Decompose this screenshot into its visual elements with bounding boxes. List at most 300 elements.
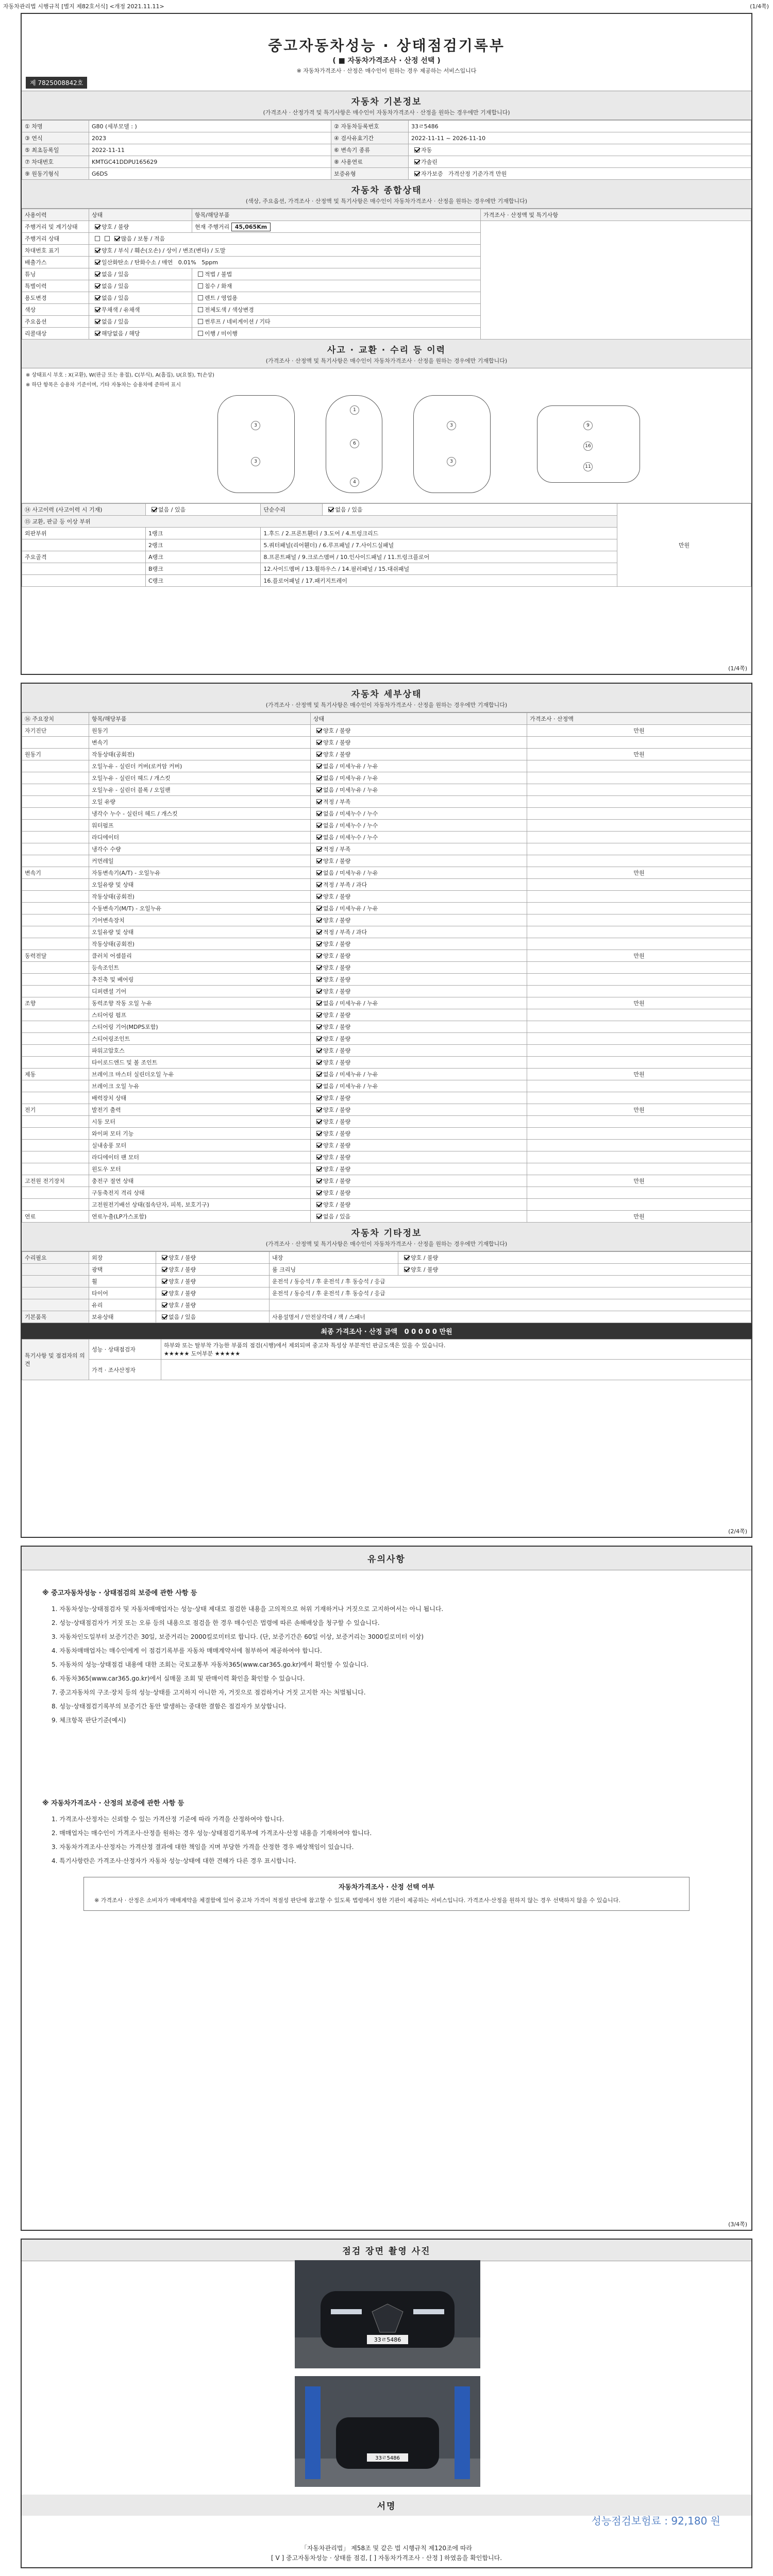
table-row: B랭크 12.사이드멤버 / 13.휠하우스 / 14.필러패널 / 15.대쉬패널 bbox=[22, 563, 751, 575]
item-label: 냉각수 수량 bbox=[89, 843, 311, 855]
price-cell bbox=[527, 1080, 751, 1092]
item-label: 동력조향 작동 오일 누유 bbox=[89, 997, 311, 1009]
item-label: 발전기 출력 bbox=[89, 1104, 311, 1116]
device-group: 변속기 bbox=[22, 867, 89, 879]
item-label: 오일누유 - 실린더 커버(로커암 커버) bbox=[89, 760, 311, 772]
checkbox-checked[interactable] bbox=[316, 858, 322, 863]
checkbox-checked[interactable] bbox=[316, 1048, 322, 1053]
accident-table: ⑭ 사고이력 (사고이력 시 기재) 없음 / 있음 단순수리 없음 / 있음 만원 ⑮ 교환, 판금 등 이상 부위 외판부위 1랭크 1.후드 / 2.프론트휀더 / 3.도어 / 4.트렁크리드 2랭크 5.쿼터패널(리어휀더) / 6.루프패널 / 7.사이드실패널 주요골격 A랭크 8.프론트패널 / 9.크로스멤버 / 10.인사이드패널 / 11.트렁크플로어 B랭크 12.사이드멤버 / 13.휠하우스 / 14.필러패널 / 15.대쉬패널 C랭크 16.플로어패널 / 17.패키지트레이 bbox=[22, 503, 751, 587]
checkbox-checked[interactable] bbox=[316, 1155, 322, 1160]
price-cell bbox=[527, 1163, 751, 1175]
price-cell bbox=[527, 938, 751, 950]
overview-table: 사용이력 상태 항목/해당부품 가격조사 · 산정액 및 특기사항 주행거리 및 계기상태 양호 / 불량 현재 주행거리 45,065Km 주행거리 상태 많음 / 보통 / 적음 차대번호 표기 양호 / 부식 / 훼손(오손) / 상이 / 변조(변타) / 도말 배출가스 일산화탄소 / 탄화수소 / 매연 0.01% 5ppm 튜닝 없음 / 있음 적법 / 불법 특별이력 없음 / 있음 침수 / 화재 용도변경 없음 / 있음 렌트 / 영업용 색상 무채색 / 유채색 전체도색 / 색상변경 주요옵션 없음 / 있음 썬루프 / 네비게이션 / 기타 리콜대상 해당없음 / 해당 이행 / 미이행 bbox=[22, 209, 751, 340]
checkbox-checked[interactable] bbox=[414, 159, 419, 164]
table-row: 주행거리 상태 많음 / 보통 / 적음 bbox=[22, 233, 751, 245]
price-cell: 만원 bbox=[527, 1104, 751, 1116]
item-label: 브레이크 마스터 실린더오일 누유 bbox=[89, 1069, 311, 1080]
notice-title: 유의사항 bbox=[22, 1547, 751, 1570]
device-group bbox=[22, 1128, 89, 1140]
checkbox-checked[interactable] bbox=[316, 1001, 322, 1006]
device-group bbox=[22, 1045, 89, 1057]
notice-item: 1. 자동차성능·상태점검자 및 자동차매매업자는 성능·상태 제대로 점검한 내용을 고의적으로 허위 기재하거나 거짓으로 고지하여서는 아니 됩니다. bbox=[52, 1605, 444, 1613]
table-row: 냉각수 누수 - 실린더 헤드 / 개스킷 없음 / 미세누수 / 누수 bbox=[22, 808, 751, 820]
device-group: 원동기 bbox=[22, 749, 89, 760]
basic-info-table bbox=[22, 120, 751, 180]
price-cell bbox=[527, 962, 751, 974]
part-number: 3 bbox=[251, 457, 260, 466]
table-row: 오일누유 - 실린더 헤드 / 개스킷 없음 / 미세누유 / 누유 bbox=[22, 772, 751, 784]
checkbox-checked[interactable] bbox=[316, 835, 322, 840]
price-cell bbox=[527, 855, 751, 867]
table-row: 주행거리 및 계기상태 양호 / 불량 현재 주행거리 45,065Km bbox=[22, 221, 751, 233]
checkbox-checked[interactable] bbox=[316, 787, 322, 792]
device-group bbox=[22, 1021, 89, 1033]
table-row: 변속기 자동변속기(A/T) - 오일누유 없음 / 미세누유 / 누유 만원 bbox=[22, 867, 751, 879]
car-outline-right bbox=[413, 395, 491, 493]
notice-item: 1. 가격조사·산정자는 신뢰할 수 있는 가격산정 기준에 따라 가격을 산정하여야 합니다. bbox=[52, 1815, 284, 1823]
item-label: 자동변속기(A/T) - 오일누유 bbox=[89, 867, 311, 879]
other-sub: (가격조사 · 산정액 및 특기사항은 매수인이 자동차가격조사 · 산정을 원하는 경우에만 기재합니다) bbox=[22, 1240, 751, 1251]
car-rear-photo bbox=[295, 2376, 480, 2487]
device-group: 동력전달 bbox=[22, 950, 89, 962]
notice-item: 7. 중고자동차의 구조·장치 등의 성능·상태를 고지하지 아니한 자, 거짓으로 점검하거나 거짓 고지한 자는 처벌됩니다. bbox=[52, 1688, 366, 1696]
price-cell bbox=[527, 926, 751, 938]
price-cell: 만원 bbox=[527, 749, 751, 760]
item-label: 충전구 절연 상태 bbox=[89, 1175, 311, 1187]
notice-item: 3. 자동차인도일부터 보증기간은 30일, 보증거리는 2000킬로미터로 합니다. (단, 보증기간은 60일 이상, 보증거리는 3000킬로미터 이상) bbox=[52, 1633, 424, 1640]
price-option-box bbox=[83, 1877, 690, 1911]
detail-title: 자동차 세부상태 bbox=[22, 684, 751, 701]
device-group bbox=[22, 1187, 89, 1199]
page-4 bbox=[21, 2239, 752, 2568]
item-label: 구동축전지 격리 상태 bbox=[89, 1187, 311, 1199]
checkbox-checked[interactable] bbox=[316, 811, 322, 816]
item-label: 작동상태(공회전) bbox=[89, 749, 311, 760]
item-label: 스티어링 기어(MDPS포함) bbox=[89, 1021, 311, 1033]
device-group bbox=[22, 820, 89, 832]
notice-item: 6. 자동차365(www.car365.go.kr)에서 실매물 조회 및 판매이력 확인을 확인할 수 있습니다. bbox=[52, 1674, 305, 1682]
car-outline-left bbox=[217, 395, 295, 493]
price-cell bbox=[527, 974, 751, 986]
table-row: 고전원 전기장치 충전구 절연 상태 양호 / 불량 만원 bbox=[22, 1175, 751, 1187]
remarks-rating: ★★★★★ 도어부분 ★★★★★ bbox=[164, 1350, 241, 1357]
checkbox-checked[interactable] bbox=[316, 906, 322, 911]
value-transmission: 자동 bbox=[409, 144, 751, 156]
checkbox-checked[interactable] bbox=[316, 1131, 322, 1136]
price-cell bbox=[527, 879, 751, 891]
label-plate: ② 자동차등록번호 bbox=[331, 121, 409, 132]
checkbox-checked[interactable] bbox=[316, 1190, 322, 1195]
table-row: 등속조인트 양호 / 불량 bbox=[22, 962, 751, 974]
accident-legend-2: ※ 하단 항목은 승용차 기준이며, 기타 자동차는 승용차에 준하여 표시 bbox=[26, 382, 181, 388]
price-cell bbox=[527, 760, 751, 772]
checkbox-checked[interactable] bbox=[316, 1143, 322, 1148]
item-label: 작동상태(공회전) bbox=[89, 891, 311, 903]
table-row: 디퍼렌셜 기어 양호 / 불량 bbox=[22, 986, 751, 997]
price-cell bbox=[527, 914, 751, 926]
price-cell bbox=[527, 1033, 751, 1045]
device-group: 연료 bbox=[22, 1211, 89, 1223]
device-group bbox=[22, 1163, 89, 1175]
checkbox-checked[interactable] bbox=[316, 894, 322, 899]
checkbox-checked[interactable] bbox=[316, 1024, 322, 1029]
device-group bbox=[22, 1009, 89, 1021]
checkbox-checked[interactable] bbox=[316, 740, 322, 745]
value-engine: G6DS bbox=[89, 168, 331, 180]
table-row: 2랭크 5.쿼터패널(리어휀더) / 6.루프패널 / 7.사이드실패널 bbox=[22, 539, 751, 551]
table-row: 휠 양호 / 불량 운전석 / 동승석 / 후 운전석 / 후 동승석 / 응급 bbox=[22, 1276, 751, 1287]
price-cell bbox=[527, 1140, 751, 1151]
device-group bbox=[22, 1199, 89, 1211]
table-row: 전기 발전기 출력 양호 / 불량 만원 bbox=[22, 1104, 751, 1116]
document-title: 중고자동차성능 · 상태점검기록부 bbox=[268, 37, 505, 54]
table-row: 제동 브레이크 마스터 실린더오일 누유 없음 / 미세누유 / 누유 만원 bbox=[22, 1069, 751, 1080]
device-group bbox=[22, 1080, 89, 1092]
detail-sub: (가격조사 · 산정액 및 특기사항은 매수인이 자동차가격조사 · 산정을 원하는 경우에만 기재합니다) bbox=[22, 701, 751, 713]
table-row: 냉각수 수량 적정 / 부족 bbox=[22, 843, 751, 855]
item-label: 배력장치 상태 bbox=[89, 1092, 311, 1104]
car-front-photo bbox=[295, 2260, 480, 2368]
table-row: 추진축 및 베어링 양호 / 불량 bbox=[22, 974, 751, 986]
part-number: 3 bbox=[447, 421, 456, 430]
device-group: 고전원 전기장치 bbox=[22, 1175, 89, 1187]
table-row: 변속기 양호 / 불량 bbox=[22, 737, 751, 749]
checkbox-checked[interactable] bbox=[316, 929, 322, 935]
checkbox-checked[interactable] bbox=[316, 823, 322, 828]
accident-title: 사고 · 교환 · 수리 등 이력 bbox=[22, 340, 751, 357]
table-row: 작동상태(공회전) 양호 / 불량 bbox=[22, 938, 751, 950]
table-row: 조향 동력조향 작동 오일 누유 없음 / 미세누유 / 누유 만원 bbox=[22, 997, 751, 1009]
part-number: 4 bbox=[350, 478, 359, 487]
device-group bbox=[22, 737, 89, 749]
table-row: 동력전달 클러치 어셈블리 양호 / 불량 만원 bbox=[22, 950, 751, 962]
checkbox-checked[interactable] bbox=[316, 1202, 322, 1207]
item-label: 실내송풍 모터 bbox=[89, 1140, 311, 1151]
table-row: 라디에이터 없음 / 미세누수 / 누수 bbox=[22, 832, 751, 843]
item-label: 수동변속기(M/T) - 오일누유 bbox=[89, 903, 311, 914]
odometer-value: 45,065Km bbox=[231, 223, 271, 231]
device-group bbox=[22, 903, 89, 914]
table-row: 특별이력 없음 / 있음 침수 / 화재 bbox=[22, 280, 751, 292]
notice-item: 2. 성능·상태점검자가 거짓 또는 오류 등의 내용으로 점검을 한 경우 매수인은 법령에 따른 손해배상을 청구할 수 있습니다. bbox=[52, 1619, 380, 1626]
device-group bbox=[22, 1116, 89, 1128]
item-label: 워터펌프 bbox=[89, 820, 311, 832]
part-number: 3 bbox=[447, 457, 456, 466]
value-year: 2023 bbox=[89, 132, 331, 144]
checkbox-checked[interactable] bbox=[316, 1083, 322, 1089]
device-group: 제동 bbox=[22, 1069, 89, 1080]
inspection-photo-rear bbox=[295, 2376, 480, 2487]
record-number: 제 7825008842호 bbox=[26, 77, 87, 89]
table-row: 오일 유량 적정 / 부족 bbox=[22, 796, 751, 808]
item-label: 브레이크 오일 누유 bbox=[89, 1080, 311, 1092]
notice-item: 9. 체크항목 판단기준(예시) bbox=[52, 1716, 126, 1724]
notice-item: 4. 특기사항란은 가격조사·산정자가 자동차 성능·상태에 대한 견해가 다른 경우 표시합니다. bbox=[52, 1857, 296, 1865]
checkbox-checked[interactable] bbox=[316, 1072, 322, 1077]
table-row: 배출가스 일산화탄소 / 탄화수소 / 매연 0.01% 5ppm bbox=[22, 257, 751, 268]
document-header bbox=[22, 14, 751, 91]
overview-title: 자동차 종합상태 bbox=[22, 180, 751, 197]
notice-item: 4. 자동차매매업자는 매수인에게 이 점검기록부를 자동차 매매계약서에 첨부하여 제공하여야 합니다. bbox=[52, 1647, 322, 1654]
price-cell: 만원 bbox=[527, 1175, 751, 1187]
item-label: 기어변속장치 bbox=[89, 914, 311, 926]
document-note: ※ 자동차가격조사 · 산정은 매수인이 원하는 경우 제공하는 서비스입니다 bbox=[296, 67, 477, 74]
item-label: 라디에이터 bbox=[89, 832, 311, 843]
label-inspection: ④ 검사유효기간 bbox=[331, 132, 409, 144]
car-damage-diagram bbox=[22, 390, 751, 503]
value-model: G80 (세부모델 : ) bbox=[89, 121, 331, 132]
item-label: 추진축 및 베어링 bbox=[89, 974, 311, 986]
price-cell bbox=[527, 1092, 751, 1104]
item-label: 오일누유 - 실린더 블록 / 오일팬 bbox=[89, 784, 311, 796]
checkbox-checked[interactable] bbox=[316, 1095, 322, 1100]
form-reference: 자동차관리법 시행규칙 [별지 제82호서식] <개정 2021.11.11> bbox=[3, 3, 164, 10]
checkbox-checked[interactable] bbox=[316, 764, 322, 769]
other-title: 자동차 기타정보 bbox=[22, 1223, 751, 1240]
item-label: 스티어링조인트 bbox=[89, 1033, 311, 1045]
checkbox-checked[interactable] bbox=[316, 846, 322, 852]
value-vin: KMTGC41DDPU165629 bbox=[89, 156, 331, 168]
table-row: 실내송풍 모터 양호 / 불량 bbox=[22, 1140, 751, 1151]
svg-text:33ㄹ5486: 33ㄹ5486 bbox=[374, 2336, 401, 2343]
price-cell bbox=[527, 784, 751, 796]
device-group bbox=[22, 879, 89, 891]
remarks-text: 하부와 또는 탈부착 가능한 부품의 점검(시행)에서 제외되며 중고차 특성상 부분적인 판금도색은 있을 수 있습니다. bbox=[164, 1342, 446, 1349]
table-row: 오일누유 - 실린더 커버(로커암 커버) 없음 / 미세누유 / 누유 bbox=[22, 760, 751, 772]
basic-info-sub: (가격조사 · 산정가격 및 특기사항은 매수인이 자동차가격조사 · 산정을 원하는 경우에만 기재합니다) bbox=[22, 108, 751, 120]
item-label: 변속기 bbox=[89, 737, 311, 749]
device-group bbox=[22, 926, 89, 938]
device-group bbox=[22, 1033, 89, 1045]
device-group: 자기진단 bbox=[22, 725, 89, 737]
device-group bbox=[22, 1140, 89, 1151]
item-label: 오일유량 및 상태 bbox=[89, 879, 311, 891]
item-label: 작동상태(공회전) bbox=[89, 938, 311, 950]
part-number: 1 bbox=[350, 405, 359, 415]
device-group bbox=[22, 986, 89, 997]
photos-title: 점검 장면 촬영 사진 bbox=[22, 2240, 751, 2261]
device-group bbox=[22, 1151, 89, 1163]
item-label: 클러치 어셈블리 bbox=[89, 950, 311, 962]
checkbox-checked[interactable] bbox=[316, 799, 322, 804]
item-label: 등속조인트 bbox=[89, 962, 311, 974]
table-row: 오일유량 및 상태 적정 / 부족 / 과다 bbox=[22, 926, 751, 938]
item-label: 스티어링 펌프 bbox=[89, 1009, 311, 1021]
notice-heading-2: ※ 자동차가격조사 · 산정의 보증에 관한 사항 등 bbox=[42, 1799, 184, 1807]
value-warranty: 자가보증 가격산정 기준가격 만원 bbox=[409, 168, 751, 180]
table-row: 작동상태(공회전) 양호 / 불량 bbox=[22, 891, 751, 903]
checkbox-checked[interactable] bbox=[316, 1119, 322, 1124]
price-cell bbox=[527, 891, 751, 903]
table-row: 라디에이터 팬 모터 양호 / 불량 bbox=[22, 1151, 751, 1163]
page-number: (3/4쪽) bbox=[728, 2221, 747, 2228]
checkbox-checked[interactable] bbox=[316, 752, 322, 757]
final-price-bar: 최종 가격조사 · 산정 금액 0 0 0 0 0 만원 bbox=[22, 1323, 751, 1339]
device-group bbox=[22, 938, 89, 950]
price-option-text: ※ 가격조사 · 산정은 소비자가 매매계약을 체결함에 있어 중고차 가격이 적절성 판단에 참고할 수 있도록 법령에서 정한 기관이 제공하는 서비스입니다. 가격조사·산정을 원하지 않는 경우 선택하지 않을 수 있습니다. bbox=[94, 1897, 620, 1904]
price-cell bbox=[527, 1045, 751, 1057]
price-cell bbox=[527, 1057, 751, 1069]
item-label: 원동기 bbox=[89, 725, 311, 737]
table-row: 스티어링 기어(MDPS포함) 양호 / 불량 bbox=[22, 1021, 751, 1033]
checkbox-checked[interactable] bbox=[316, 728, 322, 733]
detail-table: ⑯ 주요장치 항목/해당부품 상태 가격조사 · 산정액 자기진단 원동기 양호 / 불량 만원 변속기 양호 / 불량 원동기 작동상태(공회전) 양호 / 불량 만원 오일누유 - 실린더 커버(로커암 커버) 없음 / 미세누유 / 누유 오일누유 - 실린더 헤드 / 개스킷 없음 / 미세누유 / 누유 오일누유 - 실린더 블록 / 오일팬 없음 / 미세누유 / 누유 오일 유량 적정 / 부족 냉각수 누수 - 실린더 헤드 / 개스킷 없음 / 미세누수 / 누수 워터펌프 없음 / 미세누수 / 누수 라디에이터 없음 / 미세누수 / 누수 냉각수 수량 적정 / 부족 커먼레일 양호 / 불량 변속기 자동변속기(A/T) - 오일누유 없음 / 미세누유 / 누유 만원 오일유량 및 상태 적정 / 부족 / 과다 작동상태(공회전) 양호 / 불량 수동변속기(M/T) - 오일누유 없음 / 미세누유 / 누유 기어변속장치 양호 / 불량 오일유량 및 상태 적정 / 부족 / 과다 작동상태(공회전) 양호 / 불량 동력전달 클러치 어셈블리 양호 / 불량 만원 등속조인트 양호 / 불량 추진축 및 베어링 양호 / 불량 디퍼렌셜 기어 양호 / 불량 조향 동력조향 작동 오일 누유 없음 / 미세누유 / 누유 만원 스티어링 펌프 양호 / 불량 스티어링 기어(MDPS포함) 양호 / 불량 스티어링조인트 양호 / 불량 파워고압호스 양호 / 불량 타이로드엔드 및 볼 조인트 양호 / 불량 제동 브레이크 마스터 실린더오일 누유 없음 / 미세누유 / 누유 만원 브레이크 오일 누유 없음 / 미세누유 / 누유 배력장치 상태 양호 / 불량 전기 발전기 출력 양호 / 불량 만원 시동 모터 양호 / 불량 와이퍼 모터 기능 양호 / 불량 실내송풍 모터 양호 / 불량 라디에이터 팬 모터 양호 / 불량 윈도우 모터 양호 / 불량 고전원 전기장치 충전구 절연 상태 양호 / 불량 만원 구동축전지 격리 상태 양호 / 불량 고전원전기배선 상태(접속단자, 피복, 보호기구) 양호 / 불량 연료 연료누출(LP가스포함) 없음 / 있음 만원 bbox=[22, 713, 751, 1223]
device-group: 조향 bbox=[22, 997, 89, 1009]
label-vin: ⑦ 차대번호 bbox=[22, 156, 89, 168]
device-group bbox=[22, 962, 89, 974]
checkbox-checked[interactable] bbox=[316, 1107, 322, 1112]
table-row: 타이어 양호 / 불량 운전석 / 동승석 / 후 운전석 / 후 동승석 / 응급 bbox=[22, 1287, 751, 1299]
checkbox-checked[interactable] bbox=[414, 171, 419, 176]
checkbox-checked[interactable] bbox=[316, 1214, 322, 1219]
notice-item: 5. 자동차의 성능·상태점검 내용에 대한 조회는 국토교통부 자동차365(www.car365.go.kr)에서 확인할 수 있습니다. bbox=[52, 1660, 369, 1668]
device-group bbox=[22, 784, 89, 796]
label-transmission: ⑥ 변속기 종류 bbox=[331, 144, 409, 156]
price-cell bbox=[527, 772, 751, 784]
insurance-fee: 성능점검보험료 : 92,180 원 bbox=[591, 2515, 720, 2527]
price-cell bbox=[527, 843, 751, 855]
price-cell: 만원 bbox=[527, 1069, 751, 1080]
value-first-reg: 2022-11-11 bbox=[89, 144, 331, 156]
value-inspection: 2022-11-11 ~ 2026-11-10 bbox=[409, 132, 751, 144]
overview-sub: (색상, 주요옵션, 가격조사 · 산정액 및 특기사항은 매수인이 자동차가격조사 · 산정을 원하는 경우에만 기재합니다) bbox=[22, 197, 751, 209]
table-row: 기어변속장치 양호 / 불량 bbox=[22, 914, 751, 926]
notice-item: 8. 성능·상태점검기록부의 보증기간 동안 발생하는 중대한 결함은 점검자가 보상합니다. bbox=[52, 1702, 287, 1710]
table-row: 자기진단 원동기 양호 / 불량 만원 bbox=[22, 725, 751, 737]
price-cell bbox=[527, 796, 751, 808]
table-row: 스티어링조인트 양호 / 불량 bbox=[22, 1033, 751, 1045]
price-cell: 만원 bbox=[527, 997, 751, 1009]
sign-title: 서명 bbox=[22, 2495, 751, 2516]
part-number: 16 bbox=[583, 442, 593, 451]
price-cell bbox=[527, 1021, 751, 1033]
checkbox-checked[interactable] bbox=[316, 882, 322, 887]
device-group bbox=[22, 914, 89, 926]
checkbox-checked[interactable] bbox=[316, 918, 322, 923]
table-row: 윈도우 모터 양호 / 불량 bbox=[22, 1163, 751, 1175]
table-row: 배력장치 상태 양호 / 불량 bbox=[22, 1092, 751, 1104]
item-label: 디퍼렌셜 기어 bbox=[89, 986, 311, 997]
top-meta-line bbox=[0, 0, 773, 11]
table-row: 구동축전지 격리 상태 양호 / 불량 bbox=[22, 1187, 751, 1199]
price-cell bbox=[527, 1116, 751, 1128]
item-label: 시동 모터 bbox=[89, 1116, 311, 1128]
notice-body bbox=[22, 1570, 751, 1931]
page-indicator: (1/4쪽) bbox=[750, 3, 769, 10]
price-cell bbox=[527, 832, 751, 843]
device-group bbox=[22, 796, 89, 808]
checkbox-checked[interactable] bbox=[316, 870, 322, 875]
part-number: 11 bbox=[583, 462, 593, 471]
item-label: 연료누출(LP가스포함) bbox=[89, 1211, 311, 1223]
table-row: 오일유량 및 상태 적정 / 부족 / 과다 bbox=[22, 879, 751, 891]
item-label: 파워고압호스 bbox=[89, 1045, 311, 1057]
device-group bbox=[22, 760, 89, 772]
page-3 bbox=[21, 1546, 752, 2231]
table-row: 기본품목 보유상태 없음 / 있음 사용설명서 / 안전삼각대 / 잭 / 스패너 bbox=[22, 1311, 751, 1323]
sign-confirmation: 「자동차관리법」 제58조 및 같은 법 시행규칙 제120조에 따라 [ V ] 중고자동차성능 · 상태를 점검, [ ] 자동차가격조사 · 산정 ] 하였음을 확인합니다. bbox=[271, 2545, 502, 2562]
price-option-title: 자동차가격조사 · 산정 선택 여부 bbox=[338, 1883, 435, 1891]
remarks-table: 특기사항 및 점검자의 의견 성능 · 상태점검자 하부와 또는 탈부착 가능한 부품의 점검(시행)에서 제외되며 중고차 특성상 부분적인 판금도색은 있을 수 있습니다. ★★★★★ 도어부분 ★★★★★ 가격 · 조사산정자 bbox=[22, 1339, 751, 1380]
part-number: 6 bbox=[350, 439, 359, 448]
table-row: 외판부위 1랭크 1.후드 / 2.프론트휀더 / 3.도어 / 4.트렁크리드 bbox=[22, 528, 751, 539]
device-group bbox=[22, 772, 89, 784]
device-group bbox=[22, 1092, 89, 1104]
table-row: 수동변속기(M/T) - 오일누유 없음 / 미세누유 / 누유 bbox=[22, 903, 751, 914]
checkbox-checked[interactable] bbox=[316, 1012, 322, 1018]
price-cell: 만원 bbox=[527, 725, 751, 737]
checkbox-checked[interactable] bbox=[316, 953, 322, 958]
checkbox-checked[interactable] bbox=[316, 1036, 322, 1041]
checkbox-checked[interactable] bbox=[316, 989, 322, 994]
checkbox-checked[interactable] bbox=[316, 965, 322, 970]
table-row: 유리 양호 / 불량 bbox=[22, 1299, 751, 1311]
table-row: 파워고압호스 양호 / 불량 bbox=[22, 1045, 751, 1057]
device-group bbox=[22, 832, 89, 843]
page-2 bbox=[21, 683, 752, 1538]
checkbox-checked[interactable] bbox=[316, 977, 322, 982]
table-row: 차대번호 표기 양호 / 부식 / 훼손(오손) / 상이 / 변조(변타) / 도말 bbox=[22, 245, 751, 257]
page-1 bbox=[21, 13, 752, 675]
checkbox-checked[interactable] bbox=[316, 941, 322, 946]
table-row: 오일누유 - 실린더 블록 / 오일팬 없음 / 미세누유 / 누유 bbox=[22, 784, 751, 796]
table-row: 연료 연료누출(LP가스포함) 없음 / 있음 만원 bbox=[22, 1211, 751, 1223]
device-group: 전기 bbox=[22, 1104, 89, 1116]
value-fuel: 가솔린 bbox=[409, 156, 751, 168]
item-label: 오일누유 - 실린더 헤드 / 개스킷 bbox=[89, 772, 311, 784]
table-row: 고전원전기배선 상태(접속단자, 피복, 보호기구) 양호 / 불량 bbox=[22, 1199, 751, 1211]
checkbox-checked[interactable] bbox=[316, 1060, 322, 1065]
item-label: 타이로드엔드 및 볼 조인트 bbox=[89, 1057, 311, 1069]
device-group bbox=[22, 808, 89, 820]
price-cell bbox=[527, 1009, 751, 1021]
price-cell bbox=[527, 1187, 751, 1199]
price-cell: 만원 bbox=[527, 1211, 751, 1223]
checkbox-checked[interactable] bbox=[316, 1178, 322, 1183]
table-row: 색상 무채색 / 유채색 전체도색 / 색상변경 bbox=[22, 304, 751, 316]
part-number: 9 bbox=[583, 421, 593, 430]
table-row: 브레이크 오일 누유 없음 / 미세누유 / 누유 bbox=[22, 1080, 751, 1092]
price-cell bbox=[527, 737, 751, 749]
price-cell bbox=[527, 986, 751, 997]
checkbox-checked[interactable] bbox=[414, 147, 419, 152]
table-row: 시동 모터 양호 / 불량 bbox=[22, 1116, 751, 1128]
price-cell: 만원 bbox=[527, 867, 751, 879]
price-cell bbox=[527, 808, 751, 820]
checkbox-checked[interactable] bbox=[316, 1166, 322, 1172]
label-year: ③ 연식 bbox=[22, 132, 89, 144]
label-fuel: ⑧ 사용연료 bbox=[331, 156, 409, 168]
price-cell: 만원 bbox=[527, 950, 751, 962]
item-label: 냉각수 누수 - 실린더 헤드 / 개스킷 bbox=[89, 808, 311, 820]
checkbox-checked[interactable] bbox=[316, 775, 322, 781]
table-row: 타이로드엔드 및 볼 조인트 양호 / 불량 bbox=[22, 1057, 751, 1069]
price-cell bbox=[527, 903, 751, 914]
table-row: 워터펌프 없음 / 미세누수 / 누수 bbox=[22, 820, 751, 832]
price-cell bbox=[527, 1199, 751, 1211]
table-row: C랭크 16.플로어패널 / 17.패키지트레이 bbox=[22, 575, 751, 587]
device-group bbox=[22, 1057, 89, 1069]
table-row: 튜닝 없음 / 있음 적법 / 불법 bbox=[22, 268, 751, 280]
device-group bbox=[22, 855, 89, 867]
page-number: (1/4쪽) bbox=[728, 665, 747, 672]
label-engine: ⑨ 원동기형식 bbox=[22, 168, 89, 180]
price-cell bbox=[527, 1128, 751, 1140]
device-group bbox=[22, 843, 89, 855]
table-row: 수리필요 외장 양호 / 불량 내장 양호 / 불량 bbox=[22, 1252, 751, 1264]
price-cell bbox=[527, 820, 751, 832]
table-row: 광택 양호 / 불량 룸 크리닝 양호 / 불량 bbox=[22, 1264, 751, 1276]
